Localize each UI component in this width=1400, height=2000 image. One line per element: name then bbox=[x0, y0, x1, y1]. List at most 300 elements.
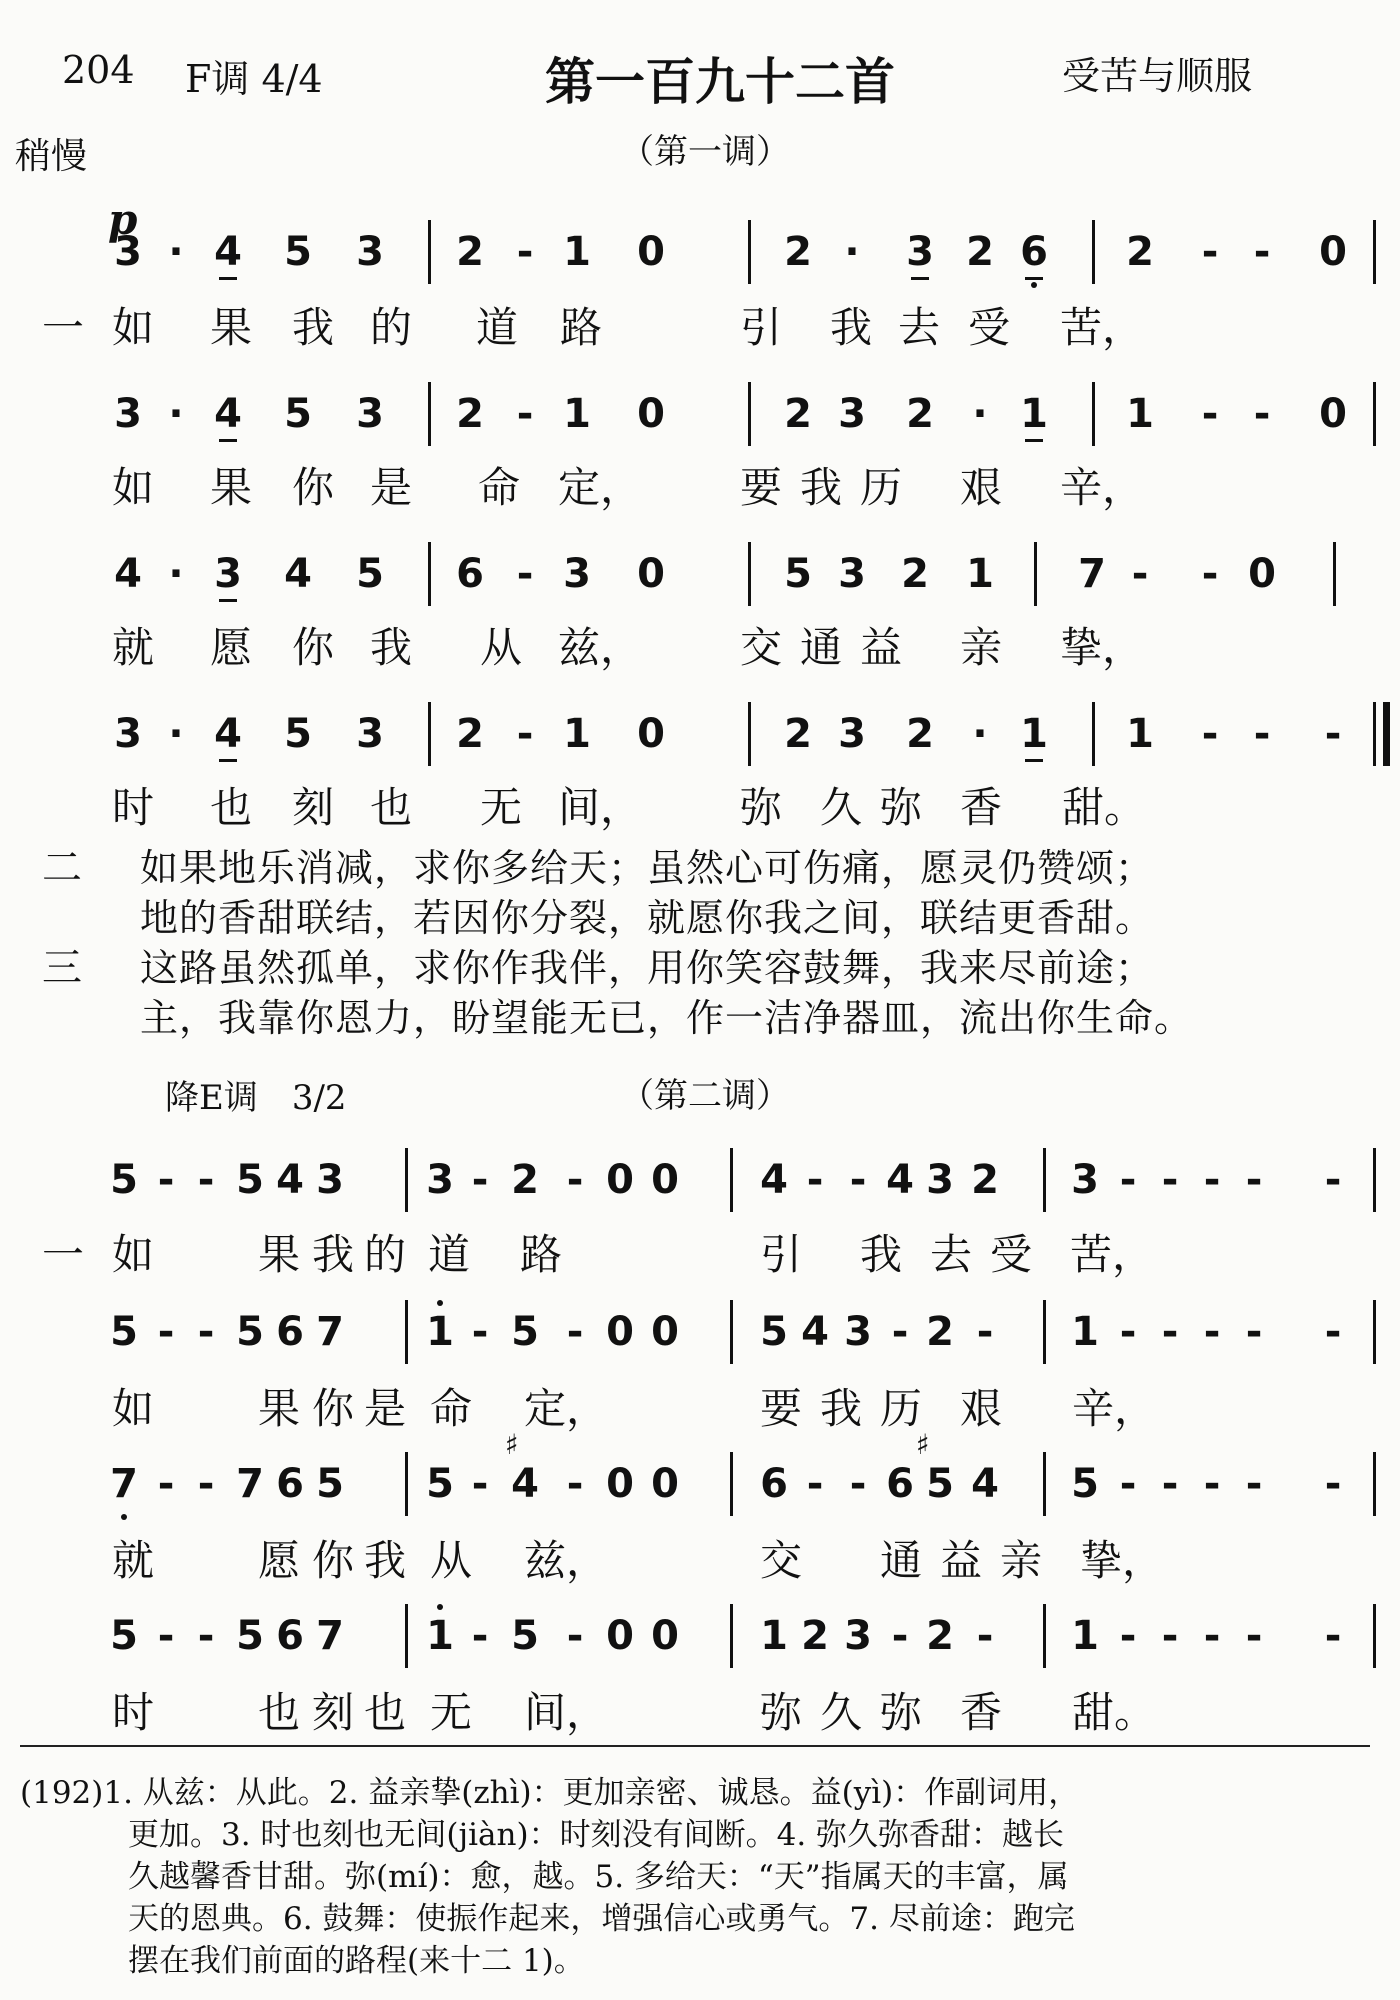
lyric-char: 也 bbox=[364, 1688, 407, 1737]
lyric-char: 引 bbox=[760, 1230, 803, 1279]
lyric-char: 你 bbox=[312, 1384, 355, 1433]
lyric-char: 愿 bbox=[258, 1536, 301, 1585]
note: 0 bbox=[637, 551, 665, 597]
note: - bbox=[806, 1461, 824, 1507]
lyric-char: 弥 bbox=[880, 783, 923, 832]
note: 5 bbox=[236, 1157, 264, 1203]
barline bbox=[405, 1300, 408, 1364]
hymn-title: 第一百九十二首 bbox=[545, 53, 895, 111]
note: 1 bbox=[1071, 1309, 1099, 1355]
tune2-notation-row bbox=[0, 1158, 1400, 1228]
note: - bbox=[1119, 1309, 1137, 1355]
note: - bbox=[157, 1157, 175, 1203]
lyric-char: 历 bbox=[880, 1384, 923, 1433]
tune2-notation-row bbox=[0, 1614, 1400, 1684]
note: 0 bbox=[651, 1461, 679, 1507]
lyric-char: 命 bbox=[430, 1384, 473, 1433]
lyric-char: 命 bbox=[478, 463, 521, 512]
final-barline bbox=[1373, 702, 1376, 766]
note: 0 bbox=[651, 1613, 679, 1659]
lyric-char: 交 bbox=[760, 1536, 803, 1585]
lyric-char: 历 bbox=[860, 463, 903, 512]
footnote-divider bbox=[20, 1745, 1370, 1747]
note: 0 bbox=[606, 1157, 634, 1203]
note: 2 bbox=[901, 551, 929, 597]
note: - bbox=[1253, 229, 1271, 275]
footnote-line: (192)1. 从兹：从此。2. 益亲挚(zhì)：更加亲密、诚恳。益(yì)：作副词用， bbox=[20, 1775, 1080, 1811]
lyric-char: 久 bbox=[820, 783, 863, 832]
lyric-char: 引 bbox=[740, 303, 783, 352]
lyric-char: 我 bbox=[364, 1536, 407, 1585]
note: 5 bbox=[110, 1309, 138, 1355]
lyric-char: 辛， bbox=[1060, 463, 1145, 512]
note: 2 bbox=[801, 1613, 829, 1659]
note: 2 bbox=[926, 1613, 954, 1659]
note: - bbox=[566, 1613, 584, 1659]
note: 4 bbox=[971, 1461, 999, 1507]
note: 2 bbox=[784, 391, 812, 437]
note: 0 bbox=[606, 1613, 634, 1659]
footnote-line: 天的恩典。6. 鼓舞：使振作起来，增强信心或勇气。7. 尽前途：跑完 bbox=[128, 1901, 1075, 1937]
lyric-char: 也 bbox=[210, 783, 253, 832]
lyric-char: 间， bbox=[558, 783, 643, 832]
note: 0 bbox=[1248, 551, 1276, 597]
lyric-char: 的 bbox=[364, 1230, 407, 1279]
lyric-char: 时 bbox=[112, 783, 155, 832]
lyric-char: 苦， bbox=[1060, 303, 1145, 352]
barline bbox=[748, 220, 751, 284]
note: 2 bbox=[966, 229, 994, 275]
note: · bbox=[844, 229, 860, 275]
note: 0 bbox=[1319, 229, 1347, 275]
note: - bbox=[1324, 1613, 1342, 1659]
barline bbox=[428, 382, 431, 446]
barline bbox=[748, 702, 751, 766]
lyric-char: 是 bbox=[370, 463, 413, 512]
note: 3 bbox=[114, 229, 142, 275]
barline bbox=[1092, 220, 1095, 284]
barline bbox=[730, 1148, 733, 1212]
hymn-category: 受苦与顺服 bbox=[1062, 54, 1253, 98]
lyric-char: 久 bbox=[820, 1688, 863, 1737]
note: - bbox=[1201, 551, 1219, 597]
barline bbox=[1373, 220, 1376, 284]
note: - bbox=[1203, 1309, 1221, 1355]
lyric-char: 从 bbox=[430, 1536, 473, 1585]
tune2-notation-row bbox=[0, 1462, 1400, 1532]
lyric-char: 果 bbox=[258, 1384, 301, 1433]
note: 3 bbox=[316, 1157, 344, 1203]
note: 3 bbox=[1071, 1157, 1099, 1203]
note: 5 bbox=[236, 1309, 264, 1355]
lyric-char: 从 bbox=[480, 623, 523, 672]
note: 3 bbox=[356, 229, 384, 275]
barline bbox=[1043, 1300, 1046, 1364]
note: - bbox=[157, 1309, 175, 1355]
lyric-char: 亲 bbox=[960, 623, 1003, 672]
note: 1 bbox=[563, 391, 591, 437]
note: · bbox=[168, 711, 184, 757]
note: 3 bbox=[114, 391, 142, 437]
lyric-char: 益 bbox=[940, 1536, 983, 1585]
note: · bbox=[168, 391, 184, 437]
note: 4 bbox=[211, 392, 245, 436]
note: 5 bbox=[316, 1461, 344, 1507]
barline bbox=[748, 542, 751, 606]
lyric-char: 路 bbox=[520, 1230, 563, 1279]
note: 5 bbox=[426, 1461, 454, 1507]
note: - bbox=[1324, 711, 1342, 757]
note: 5 bbox=[511, 1309, 539, 1355]
note: 1 bbox=[563, 711, 591, 757]
note: - bbox=[976, 1613, 994, 1659]
note: 3 bbox=[838, 391, 866, 437]
lyric-char: 挚， bbox=[1060, 623, 1145, 672]
note: - bbox=[471, 1309, 489, 1355]
lyric-char: 刻 bbox=[292, 783, 335, 832]
verse-line: 地的香甜联结，若因你分裂，就愿你我之间，联结更香甜。 bbox=[140, 896, 1155, 940]
note: 1 bbox=[1126, 391, 1154, 437]
note: 7 bbox=[316, 1309, 344, 1355]
lyric-char: 通 bbox=[800, 623, 843, 672]
barline bbox=[1373, 1300, 1376, 1364]
barline bbox=[1333, 542, 1336, 606]
note: 4 bbox=[760, 1157, 788, 1203]
note: · bbox=[972, 391, 988, 437]
barline bbox=[1043, 1604, 1046, 1668]
tune1-notation-row bbox=[0, 392, 1400, 462]
sharp-accidental: ♯ bbox=[916, 1428, 930, 1461]
tune2-label: （第二调） bbox=[620, 1076, 790, 1116]
lyric-char: 愿 bbox=[210, 623, 253, 672]
footnote-line: 更加。3. 时也刻也无间(jiàn)：时刻没有间断。4. 弥久弥香甜：越长 bbox=[128, 1817, 1065, 1853]
note: - bbox=[516, 551, 534, 597]
lyric-char: 果 bbox=[210, 463, 253, 512]
lyric-char: 我 bbox=[312, 1230, 355, 1279]
lyric-char: 甜。 bbox=[1072, 1688, 1157, 1737]
lyric-char: 我 bbox=[800, 463, 843, 512]
note: 7 bbox=[107, 1462, 141, 1506]
note: 0 bbox=[637, 711, 665, 757]
note: - bbox=[1161, 1613, 1179, 1659]
lyric-char: 定， bbox=[524, 1384, 609, 1433]
lyric-char: 弥 bbox=[880, 1688, 923, 1737]
note: 5 bbox=[110, 1613, 138, 1659]
note: 0 bbox=[637, 391, 665, 437]
note: 5 bbox=[236, 1613, 264, 1659]
lyric-char: 艰 bbox=[960, 1384, 1003, 1433]
note: 5 bbox=[511, 1613, 539, 1659]
note: 5 bbox=[760, 1309, 788, 1355]
barline bbox=[428, 542, 431, 606]
note: - bbox=[197, 1309, 215, 1355]
note: - bbox=[1324, 1309, 1342, 1355]
barline bbox=[1373, 1604, 1376, 1668]
barline bbox=[1043, 1148, 1046, 1212]
note: - bbox=[1201, 229, 1219, 275]
note: - bbox=[157, 1613, 175, 1659]
lyric-char: 受 bbox=[968, 303, 1011, 352]
note: - bbox=[471, 1157, 489, 1203]
note: 4 bbox=[114, 551, 142, 597]
note: - bbox=[1203, 1613, 1221, 1659]
barline bbox=[730, 1300, 733, 1364]
lyric-char: 你 bbox=[292, 623, 335, 672]
note: 3 bbox=[903, 230, 937, 274]
barline bbox=[428, 702, 431, 766]
note: - bbox=[1161, 1309, 1179, 1355]
note: - bbox=[1119, 1461, 1137, 1507]
note: 6 bbox=[276, 1461, 304, 1507]
note: - bbox=[566, 1157, 584, 1203]
note: - bbox=[516, 711, 534, 757]
note: - bbox=[1119, 1157, 1137, 1203]
lyric-char: 我 bbox=[370, 623, 413, 672]
note: 1 bbox=[1017, 712, 1051, 756]
note: - bbox=[1245, 1613, 1263, 1659]
tune1-notation-row bbox=[0, 230, 1400, 300]
note: 4 bbox=[886, 1157, 914, 1203]
note: - bbox=[471, 1613, 489, 1659]
note: · bbox=[168, 229, 184, 275]
footnotes bbox=[20, 1772, 1380, 1982]
lyric-char: 要 bbox=[760, 1384, 803, 1433]
note: - bbox=[1253, 391, 1271, 437]
note: - bbox=[1161, 1461, 1179, 1507]
note: 2 bbox=[906, 391, 934, 437]
note: · bbox=[972, 711, 988, 757]
lyric-char: 挚， bbox=[1080, 1536, 1165, 1585]
tune1-lyric-row bbox=[0, 785, 1400, 835]
note: 2 bbox=[971, 1157, 999, 1203]
lyric-char: 时 bbox=[112, 1688, 155, 1737]
lyric-char: 如 bbox=[112, 303, 155, 352]
lyric-char: 你 bbox=[312, 1536, 355, 1585]
lyric-char: 苦， bbox=[1070, 1230, 1155, 1279]
lyric-char: 辛， bbox=[1072, 1384, 1157, 1433]
lyric-char: 刻 bbox=[312, 1688, 355, 1737]
note: - bbox=[1245, 1461, 1263, 1507]
tune1-notation-row bbox=[0, 712, 1400, 782]
note: - bbox=[471, 1461, 489, 1507]
note: 2 bbox=[1126, 229, 1154, 275]
note: 4 bbox=[276, 1157, 304, 1203]
note: 4 bbox=[284, 551, 312, 597]
note: 1 bbox=[563, 229, 591, 275]
lyric-char: 去 bbox=[930, 1230, 973, 1279]
tune2-key-meter: 降E调 3/2 bbox=[165, 1078, 347, 1118]
dynamic-marking: p bbox=[108, 195, 138, 244]
note: 6 bbox=[760, 1461, 788, 1507]
note: 7 bbox=[1078, 551, 1106, 597]
note: 5 bbox=[110, 1157, 138, 1203]
note: 5 bbox=[926, 1461, 954, 1507]
lyric-char: 艰 bbox=[960, 463, 1003, 512]
lyric-char: 益 bbox=[860, 623, 903, 672]
tune2-notation-row bbox=[0, 1310, 1400, 1380]
lyric-char: 果 bbox=[258, 1230, 301, 1279]
note: 3 bbox=[838, 551, 866, 597]
note: - bbox=[197, 1613, 215, 1659]
note: 2 bbox=[456, 229, 484, 275]
note: 1 bbox=[423, 1614, 457, 1658]
note: 2 bbox=[456, 391, 484, 437]
note: 0 bbox=[637, 229, 665, 275]
note: 6 bbox=[276, 1309, 304, 1355]
note: - bbox=[566, 1309, 584, 1355]
note: 2 bbox=[511, 1157, 539, 1203]
lyric-char: 弥 bbox=[760, 1688, 803, 1737]
lyric-char: 我 bbox=[830, 303, 873, 352]
tune1-lyric-row bbox=[0, 465, 1400, 515]
note: 1 bbox=[423, 1310, 457, 1354]
note: 0 bbox=[606, 1309, 634, 1355]
note: 1 bbox=[760, 1613, 788, 1659]
verse-line: 这路虽然孤单，求你作我伴，用你笑容鼓舞，我来尽前途； bbox=[140, 946, 1155, 990]
note: 0 bbox=[651, 1309, 679, 1355]
barline bbox=[428, 220, 431, 284]
note: 2 bbox=[926, 1309, 954, 1355]
note: · bbox=[168, 551, 184, 597]
barline bbox=[1373, 1148, 1376, 1212]
barline bbox=[730, 1452, 733, 1516]
note: - bbox=[1203, 1461, 1221, 1507]
sharp-accidental: ♯ bbox=[505, 1428, 519, 1461]
lyric-char: 去 bbox=[898, 303, 941, 352]
lyric-char: 如 bbox=[112, 1384, 155, 1433]
note: - bbox=[516, 229, 534, 275]
note: 4 bbox=[801, 1309, 829, 1355]
note: 3 bbox=[356, 711, 384, 757]
lyric-char: 就 bbox=[112, 623, 155, 672]
note: - bbox=[516, 391, 534, 437]
note: - bbox=[1245, 1309, 1263, 1355]
footnote-line: 久越馨香甘甜。弥(mí)：愈，越。5. 多给天：“天”指属天的丰富，属 bbox=[128, 1859, 1069, 1895]
lyric-char: 要 bbox=[740, 463, 783, 512]
lyric-char: 也 bbox=[370, 783, 413, 832]
footnote-line: 摆在我们前面的路程(来十二 1)。 bbox=[128, 1943, 585, 1979]
lyric-char: 通 bbox=[880, 1536, 923, 1585]
barline bbox=[1092, 702, 1095, 766]
note: 2 bbox=[784, 229, 812, 275]
note: 3 bbox=[563, 551, 591, 597]
note: - bbox=[157, 1461, 175, 1507]
note: 7 bbox=[316, 1613, 344, 1659]
note: - bbox=[1201, 391, 1219, 437]
note: - bbox=[976, 1309, 994, 1355]
note: - bbox=[197, 1157, 215, 1203]
lyric-char: 路 bbox=[560, 303, 603, 352]
barline bbox=[730, 1604, 733, 1668]
tune1-lyric-row bbox=[0, 625, 1400, 675]
note: 3 bbox=[211, 552, 245, 596]
note: - bbox=[1324, 1157, 1342, 1203]
lyric-char: 道 bbox=[428, 1230, 471, 1279]
lyric-char: 弥 bbox=[740, 783, 783, 832]
lyric-char: 我 bbox=[820, 1384, 863, 1433]
note: 5 bbox=[784, 551, 812, 597]
lyric-char: 我 bbox=[292, 303, 335, 352]
note: 5 bbox=[356, 551, 384, 597]
lyric-char: 香 bbox=[960, 1688, 1003, 1737]
lyric-char: 无 bbox=[430, 1688, 473, 1737]
note: - bbox=[849, 1157, 867, 1203]
lyric-char: 我 bbox=[860, 1230, 903, 1279]
note: 5 bbox=[1071, 1461, 1099, 1507]
tempo-marking: 稍慢 bbox=[15, 136, 88, 177]
tune2-lyric-row bbox=[0, 1232, 1400, 1282]
note: - bbox=[1253, 711, 1271, 757]
note: - bbox=[1324, 1461, 1342, 1507]
note: 3 bbox=[838, 711, 866, 757]
barline bbox=[405, 1604, 408, 1668]
note: 0 bbox=[606, 1461, 634, 1507]
lyric-char: 一 bbox=[42, 1230, 85, 1279]
note: 4 bbox=[511, 1461, 539, 1507]
lyric-char: 如 bbox=[112, 463, 155, 512]
note: - bbox=[1201, 711, 1219, 757]
lyric-char: 就 bbox=[112, 1536, 155, 1585]
verse-number: 二 bbox=[42, 845, 82, 891]
note: 5 bbox=[284, 229, 312, 275]
lyric-char: 无 bbox=[480, 783, 523, 832]
lyric-char: 果 bbox=[210, 303, 253, 352]
note: - bbox=[849, 1461, 867, 1507]
note: 3 bbox=[844, 1613, 872, 1659]
note: 6 bbox=[1017, 230, 1051, 274]
note: 0 bbox=[1319, 391, 1347, 437]
barline bbox=[405, 1452, 408, 1516]
lyric-char: 亲 bbox=[1000, 1536, 1043, 1585]
note: 3 bbox=[426, 1157, 454, 1203]
note: 3 bbox=[114, 711, 142, 757]
lyric-char: 的 bbox=[370, 303, 413, 352]
tune2-lyric-row bbox=[0, 1690, 1400, 1740]
lyric-char: 一 bbox=[42, 303, 85, 352]
lyric-char: 香 bbox=[960, 783, 1003, 832]
barline bbox=[748, 382, 751, 446]
note: - bbox=[1203, 1157, 1221, 1203]
note: 6 bbox=[276, 1613, 304, 1659]
note: - bbox=[1131, 551, 1149, 597]
barline bbox=[1034, 542, 1037, 606]
barline bbox=[1043, 1452, 1046, 1516]
verse-line: 如果地乐消减，求你多给天；虽然心可伤痛，愿灵仍赞颂； bbox=[140, 846, 1155, 890]
note: - bbox=[891, 1309, 909, 1355]
page-number: 204 bbox=[62, 48, 135, 92]
lyric-char: 定， bbox=[558, 463, 643, 512]
lyric-char: 道 bbox=[476, 303, 519, 352]
note: - bbox=[1161, 1157, 1179, 1203]
tune2-lyric-row bbox=[0, 1538, 1400, 1588]
verse-number: 三 bbox=[42, 945, 82, 991]
tune1-label: （第一调） bbox=[620, 132, 790, 172]
note: 6 bbox=[456, 551, 484, 597]
final-barline-thick bbox=[1383, 702, 1390, 766]
note: 1 bbox=[1126, 711, 1154, 757]
note: - bbox=[1245, 1157, 1263, 1203]
lyric-char: 兹， bbox=[524, 1536, 609, 1585]
note: 7 bbox=[236, 1461, 264, 1507]
note: 0 bbox=[651, 1157, 679, 1203]
note: - bbox=[566, 1461, 584, 1507]
note: - bbox=[806, 1157, 824, 1203]
lyric-char: 甜。 bbox=[1062, 783, 1147, 832]
barline bbox=[1373, 382, 1376, 446]
lyric-char: 你 bbox=[292, 463, 335, 512]
note: 2 bbox=[906, 711, 934, 757]
note: 5 bbox=[284, 391, 312, 437]
